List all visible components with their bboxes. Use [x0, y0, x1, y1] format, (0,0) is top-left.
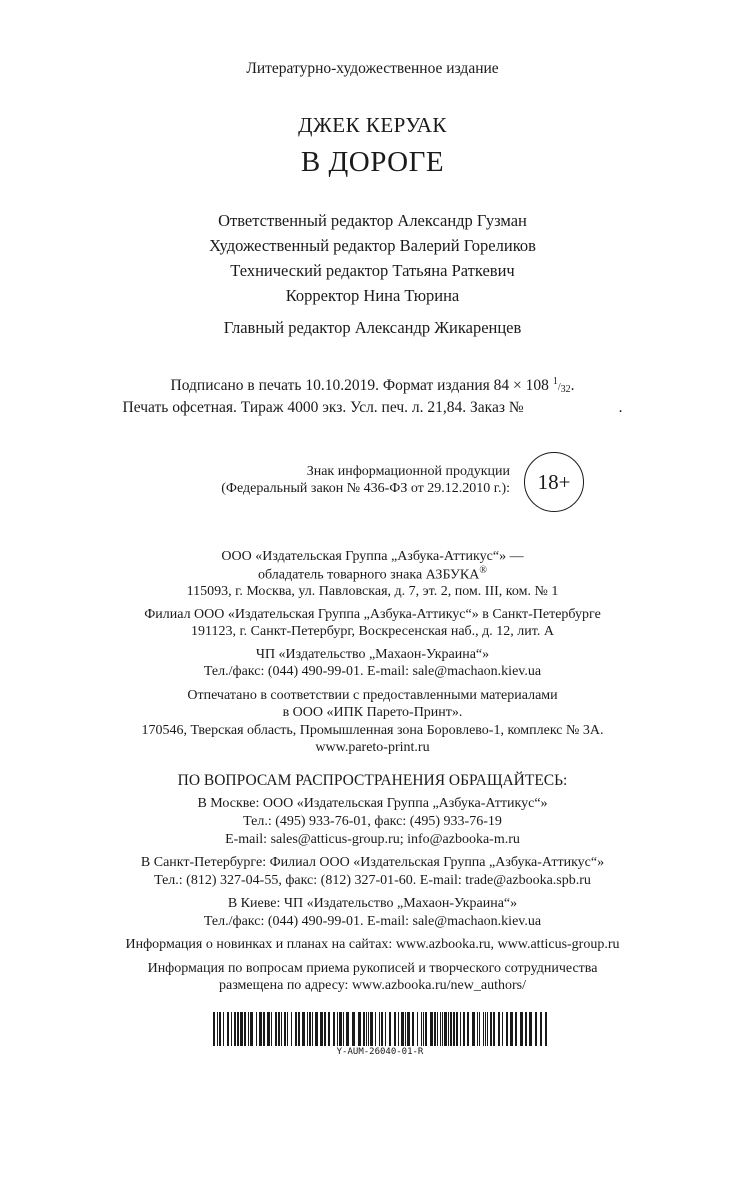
edition-type: Литературно-художественное издание [246, 60, 499, 77]
book-title: В ДОРОГЕ [300, 146, 445, 178]
printer-line: в ООО «ИПК Парето-Принт». [282, 705, 463, 720]
publisher-branch-address: 191123, г. Санкт-Петербург, Воскресенская наб., д. 12, лит. А [191, 624, 554, 639]
publisher-address: 115093, г. Москва, ул. Павловская, д. 7, эт. 2, пом. III, ком. № 1 [186, 584, 559, 599]
info-sites: Информация о новинках и планах на сайтах: www.azbooka.ru, www.atticus-group.ru [125, 937, 620, 952]
publisher-trademark-line [0, 566, 745, 583]
spb-contacts: Тел.: (812) 327-04-55, факс: (812) 327-01-60. E-mail: trade@azbooka.spb.ru [154, 873, 591, 888]
fraction-numerator: 1 [552, 376, 558, 387]
moscow-email: E-mail: sales@atticus-group.ru; info@azbooka-m.ru [225, 832, 520, 847]
barcode [213, 1012, 547, 1046]
manuscripts-address: размещена по адресу: www.azbooka.ru/new_authors/ [219, 978, 526, 993]
age-rating: 18+ [537, 469, 571, 494]
order-period: . [618, 399, 623, 416]
fraction-slash: / [557, 382, 561, 393]
ukraine-publisher: ЧП «Издательство „Махаон-Украина“» [255, 647, 490, 662]
format-fraction [552, 376, 571, 395]
manuscripts-info: Информация по вопросам приема рукописей и творческого сотрудничества [147, 961, 598, 976]
distribution-heading: ПО ВОПРОСАМ РАСПРОСТРАНЕНИЯ ОБРАЩАЙТЕСЬ: [177, 772, 568, 789]
print-info-line-2 [0, 400, 745, 416]
print-info-period: . [570, 377, 575, 394]
book-author: ДЖЕК КЕРУАК [298, 113, 447, 137]
barcode-code: Y-AUM-26040-01-R [336, 1047, 424, 1057]
trademark-text: обладатель товарного знака АЗБУКА [258, 567, 480, 583]
age-sign-label: Знак информационной продукции [306, 464, 510, 479]
printer-website: www.pareto-print.ru [315, 740, 430, 755]
staff-line: Корректор Нина Тюрина [285, 286, 460, 305]
chief-editor: Главный редактор Александр Жикаренцев [223, 318, 522, 337]
spb-distributor: В Санкт-Петербурге: Филиал ООО «Издательская Группа „Азбука-Аттикус“» [140, 855, 605, 870]
ukraine-contacts: Тел./факс: (044) 490-99-01. E-mail: sale@machaon.kiev.ua [203, 664, 542, 679]
print-info-line-1 [0, 377, 745, 395]
staff-line: Технический редактор Татьяна Раткевич [230, 261, 515, 280]
staff-line: Ответственный редактор Александр Гузман [218, 211, 527, 230]
print-info-text: Печать офсетная. Тираж 4000 экз. Усл. печ. л. 21,84. Заказ № [122, 399, 524, 416]
print-info-text: Подписано в печать 10.10.2019. Формат издания 84 × 108 [170, 377, 549, 394]
age-sign-law: (Федеральный закон № 436-ФЗ от 29.12.2010 г.): [221, 481, 510, 496]
age-rating-badge [524, 452, 584, 512]
kiev-contacts: Тел./факс: (044) 490-99-01. E-mail: sale@machaon.kiev.ua [203, 914, 542, 929]
moscow-distributor: В Москве: ООО «Издательская Группа „Азбука-Аттикус“» [197, 796, 548, 811]
registered-mark: ® [479, 565, 487, 576]
fraction-denominator: 32 [560, 384, 571, 395]
moscow-phones: Тел.: (495) 933-76-01, факс: (495) 933-76-19 [243, 814, 502, 829]
printer-line: Отпечатано в соответствии с предоставленными материалами [187, 688, 558, 703]
publisher-line: ООО «Издательская Группа „Азбука-Аттикус“» — [221, 549, 524, 564]
publisher-branch: Филиал ООО «Издательская Группа „Азбука-Аттикус“» в Санкт-Петербурге [144, 607, 601, 622]
kiev-distributor: В Киеве: ЧП «Издательство „Махаон-Украина“» [227, 896, 518, 911]
printer-address: 170546, Тверская область, Промышленная зона Боровлево-1, комплекс № 3А. [141, 723, 604, 738]
staff-line: Художественный редактор Валерий Гореликов [209, 236, 536, 255]
